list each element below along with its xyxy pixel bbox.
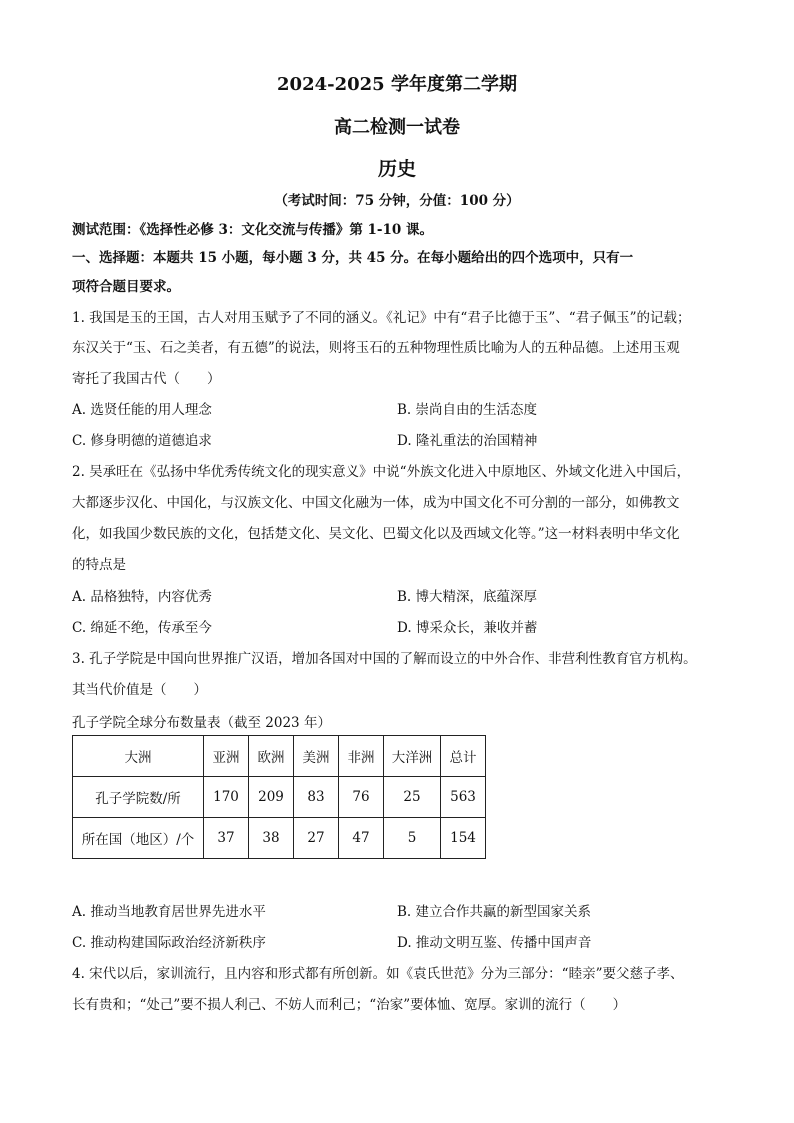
table-row — [73, 777, 486, 818]
table-cell: 83 — [294, 777, 339, 818]
exam-name: 高二检测一试卷 — [334, 117, 460, 138]
table-cell: 563 — [441, 777, 486, 818]
exam-year-term: 2024-2025 学年度第二学期 — [277, 74, 517, 95]
table-caption: 孔子学院全球分布数量表（截至 2023 年） — [72, 715, 331, 731]
question-2-option-a[interactable]: A. 品格独特，内容优秀 — [72, 589, 212, 605]
table-header-cell: 亚洲 — [204, 736, 249, 777]
table-cell: 170 — [204, 777, 249, 818]
table-header-cell: 大洲 — [73, 736, 204, 777]
question-3-option-d[interactable]: D. 推动文明互鉴、传播中国声音 — [397, 935, 592, 951]
section-instructions-line-2: 项符合题目要求。 — [72, 279, 180, 295]
question-4-line-2: 长有贵和；“处己”要不损人利己、不妨人而利己；“治家”要体恤、宽厚。家训的流行（ ） — [72, 997, 627, 1013]
table-header-cell: 欧洲 — [249, 736, 294, 777]
table-header-cell: 总计 — [441, 736, 486, 777]
exam-info: （考试时间：75 分钟，分值：100 分） — [274, 193, 520, 209]
question-1-option-a[interactable]: A. 选贤任能的用人理念 — [72, 402, 212, 418]
question-3-option-b[interactable]: B. 建立合作共赢的新型国家关系 — [397, 904, 592, 920]
question-1-line-1: 1. 我国是玉的王国，古人对用玉赋予了不同的涵义。《礼记》中有“君子比德于玉”、“君子佩玉”的记载； — [72, 310, 691, 326]
exam-subject: 历史 — [377, 158, 416, 180]
table-cell: 76 — [339, 777, 384, 818]
table-cell: 37 — [204, 818, 249, 859]
question-2-option-d[interactable]: D. 博采众长，兼收并蓄 — [397, 620, 538, 636]
question-2-line-2: 大都逐步汉化、中国化，与汉族文化、中国文化融为一体，成为中国文化不可分割的一部分，如佛教文 — [72, 495, 680, 511]
table-cell: 47 — [339, 818, 384, 859]
table-cell: 38 — [249, 818, 294, 859]
confucius-institute-table — [72, 735, 486, 859]
table-cell: 209 — [249, 777, 294, 818]
question-2-line-4: 的特点是 — [72, 557, 126, 573]
question-2-option-c[interactable]: C. 绵延不绝，传承至今 — [72, 620, 212, 636]
table-header-row — [73, 736, 486, 777]
table-cell: 154 — [441, 818, 486, 859]
question-3-line-1: 3. 孔子学院是中国向世界推广汉语，增加各国对中国的了解而设立的中外合作、非营利性教育官方机构。 — [72, 651, 697, 667]
question-2-option-b[interactable]: B. 博大精深，底蕴深厚 — [397, 589, 538, 605]
table-cell: 5 — [384, 818, 441, 859]
question-1-option-c[interactable]: C. 修身明德的道德追求 — [72, 433, 212, 449]
question-1-line-3: 寄托了我国古代（ ） — [72, 371, 221, 387]
table-row — [73, 818, 486, 859]
question-2-line-1: 2. 吴承旺在《弘扬中华优秀传统文化的现实意义》中说“外族文化进入中原地区、外域文化进入中国后， — [72, 464, 691, 480]
question-2-line-3: 化，如我国少数民族的文化，包括楚文化、吴文化、巴蜀文化以及西域文化等。”这一材料表明中华文化 — [72, 526, 680, 542]
table-cell: 25 — [384, 777, 441, 818]
table-header-cell: 美洲 — [294, 736, 339, 777]
question-1-option-d[interactable]: D. 隆礼重法的治国精神 — [397, 433, 538, 449]
question-3-line-2: 其当代价值是（ ） — [72, 682, 207, 698]
question-4-line-1: 4. 宋代以后，家训流行，且内容和形式都有所创新。如《袁氏世范》分为三部分：“睦亲”要父慈子孝、 — [72, 966, 684, 982]
table-cell: 孔子学院数/所 — [73, 777, 204, 818]
table-header-cell: 大洋洲 — [384, 736, 441, 777]
table-header-cell: 非洲 — [339, 736, 384, 777]
question-1-line-2: 东汉关于“玉、石之美者，有五德”的说法，则将玉石的五种物理性质比喻为人的五种品德。上述用玉观 — [72, 340, 680, 356]
table-cell: 所在国（地区）/个 — [73, 818, 204, 859]
section-instructions-line-1: 一、选择题：本题共 15 小题，每小题 3 分，共 45 分。在每小题给出的四个选项中，只有一 — [72, 250, 634, 266]
question-3-option-a[interactable]: A. 推动当地教育居世界先进水平 — [72, 904, 266, 920]
table-cell: 27 — [294, 818, 339, 859]
question-1-option-b[interactable]: B. 崇尚自由的生活态度 — [397, 402, 538, 418]
question-3-option-c[interactable]: C. 推动构建国际政治经济新秩序 — [72, 935, 266, 951]
test-scope: 测试范围：《选择性必修 3：文化交流与传播》第 1-10 课。 — [72, 222, 434, 238]
